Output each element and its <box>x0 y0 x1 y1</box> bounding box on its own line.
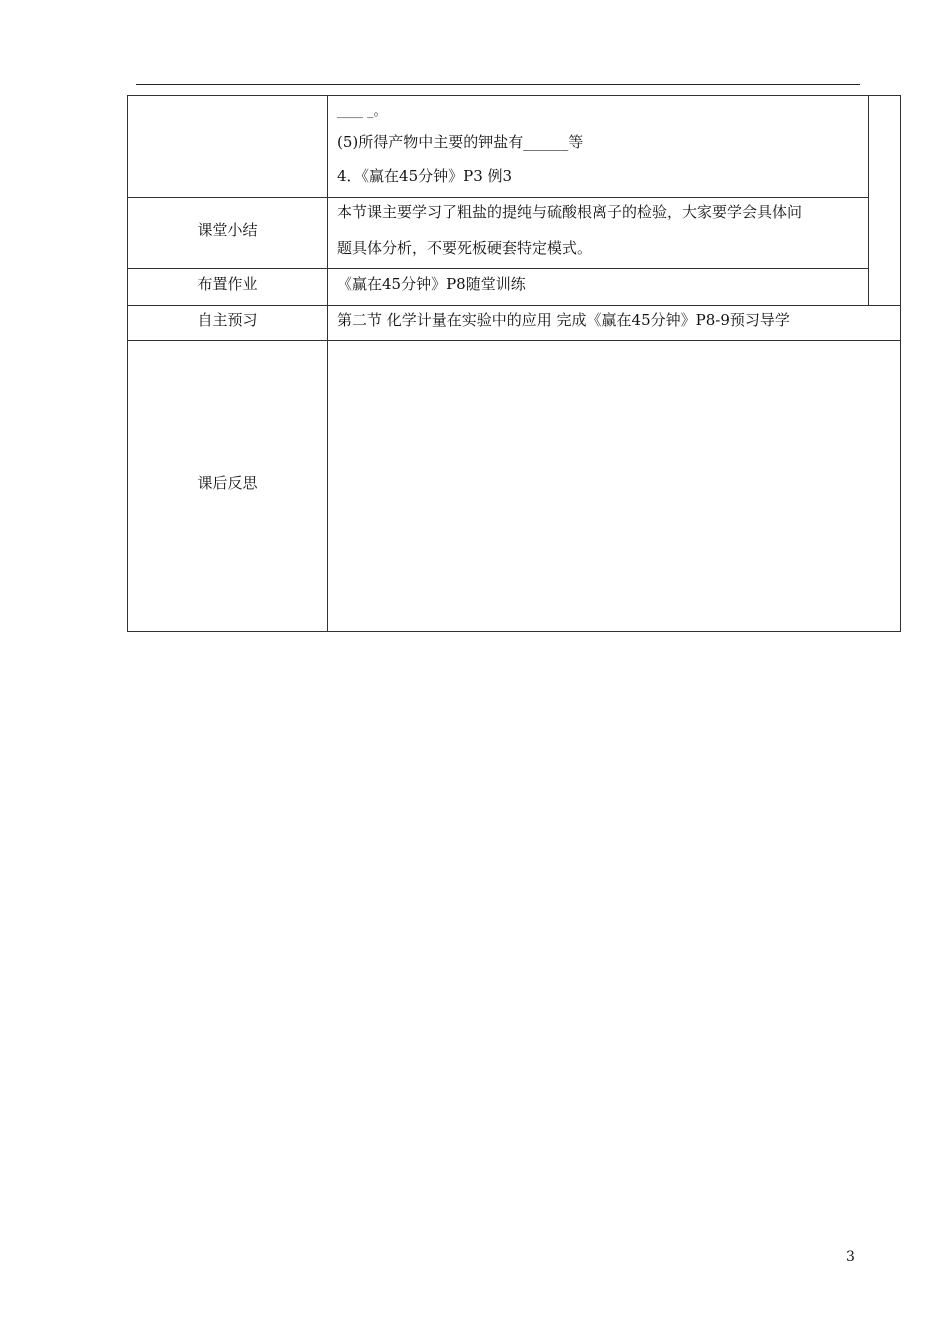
table-border <box>127 95 901 632</box>
continued-line-1: ____ _。 <box>337 104 387 119</box>
summary-line-1: 本节课主要学习了粗盐的提纯与硫酸根离子的检验，大家要学会具体问 <box>337 203 803 221</box>
row-label-preview: 自主预习 <box>197 311 258 329</box>
label-column-divider <box>327 95 328 632</box>
row-divider <box>127 197 868 198</box>
header-rule <box>136 84 860 85</box>
row-label-summary: 课堂小结 <box>197 221 258 239</box>
preview-content: 第二节 化学计量在实验中的应用 完成《赢在45分钟》P8-9预习导学 <box>337 311 790 329</box>
page-number: 3 <box>846 1249 855 1265</box>
continued-line-2: (5)所得产物中主要的钾盐有______等 <box>337 133 584 151</box>
row-divider <box>127 340 901 341</box>
homework-content: 《赢在45分钟》P8随堂训练 <box>337 275 526 293</box>
row-divider <box>127 268 868 269</box>
margin-column-divider <box>868 95 869 305</box>
continued-line-3: 4．《赢在45分钟》P3 例3 <box>337 167 513 185</box>
row-label-reflection: 课后反思 <box>197 474 258 492</box>
row-divider <box>127 305 901 306</box>
row-label-homework: 布置作业 <box>197 275 258 293</box>
summary-line-2: 题具体分析，不要死板硬套特定模式。 <box>337 239 593 257</box>
